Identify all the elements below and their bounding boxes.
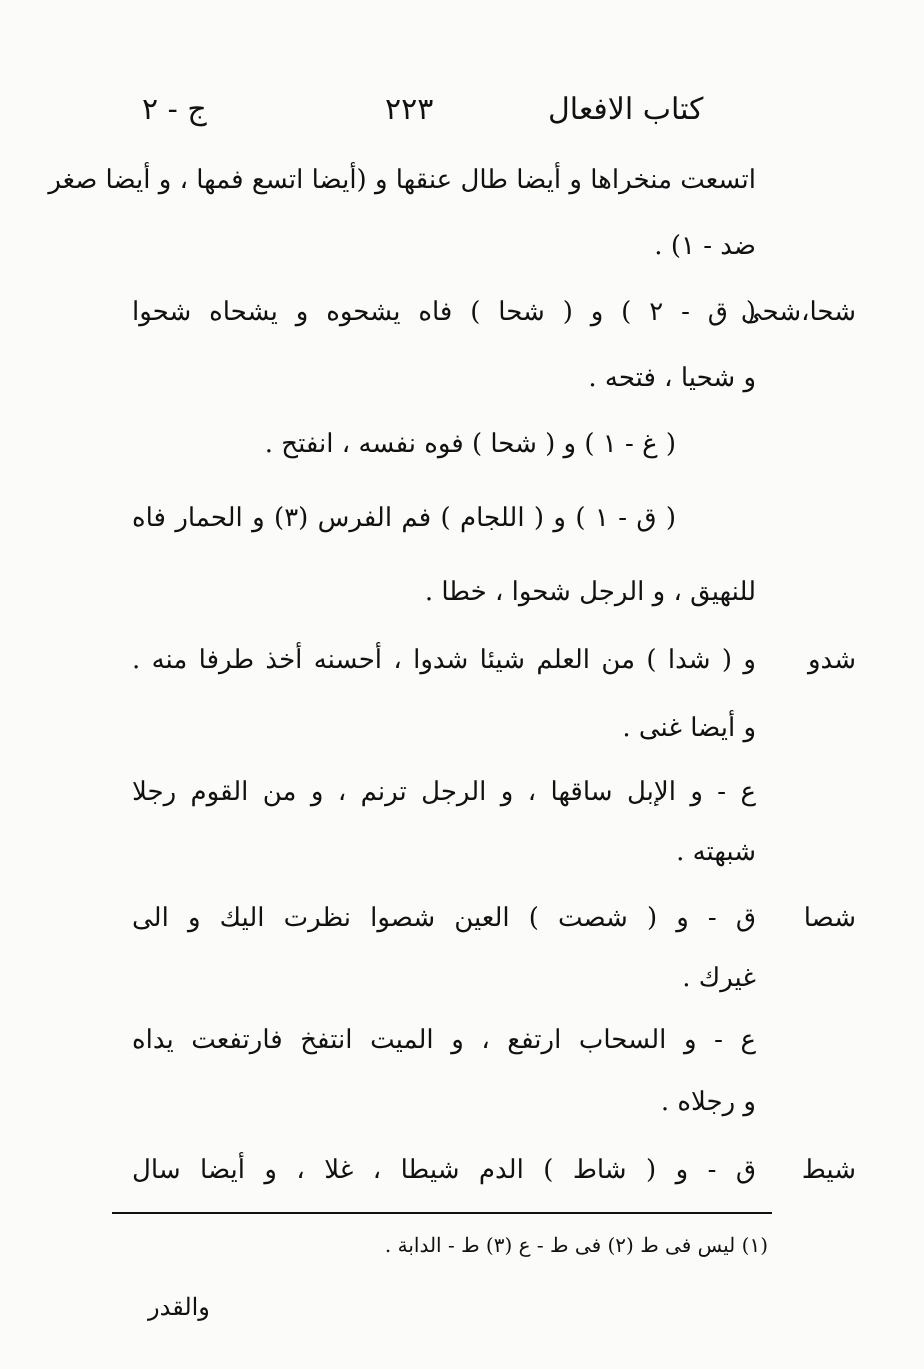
text-line: ( غ - ١ ) و ( شحا ) فوه نفسه ، انفتح . xyxy=(264,429,676,459)
entry-word: شحا،شحى xyxy=(740,297,856,327)
entry-word: شيط xyxy=(801,1155,856,1185)
footnote: (١) ليس فى ط (٢) فى ط - ع (٣) ط - الدابة . xyxy=(384,1233,768,1257)
text-line: ضد - ١) . xyxy=(654,231,756,261)
text-line: و رجلاه . xyxy=(660,1087,756,1117)
page-number: ٢٢٣ xyxy=(385,92,434,127)
text-line: غيرك . xyxy=(682,963,756,993)
entry-word: شصا xyxy=(803,903,856,933)
footnote-divider xyxy=(112,1212,772,1214)
text-line: ق - و ( شصت ) العين شصوا نظرت اليك و الى xyxy=(132,903,756,933)
text-line: و شحيا ، فتحه . xyxy=(588,363,756,393)
text-line: ( ق - ٢ ) و ( شحا ) فاه يشحوه و يشحاه شحوا xyxy=(132,297,756,327)
text-line: و ( شدا ) من العلم شيئا شدوا ، أحسنه أخذ طرفا منه . xyxy=(132,645,756,675)
text-line: ع - و الإبل ساقها ، و الرجل ترنم ، و من القوم رجلا xyxy=(132,777,756,807)
running-title: كتاب الافعال xyxy=(548,92,704,127)
text-line: اتسعت منخراها و أيضا طال عنقها و (أيضا اتسع فمها ، و أيضا صغر xyxy=(48,165,756,195)
text-line: شبهته . xyxy=(676,837,756,867)
text-line: للنهيق ، و الرجل شحوا ، خطا . xyxy=(424,577,756,607)
entry-word: شدو xyxy=(808,645,856,675)
text-line: ع - و السحاب ارتفع ، و الميت انتفخ فارتفعت يداه xyxy=(132,1025,756,1055)
text-line: ( ق - ١ ) و ( اللجام ) فم الفرس (٣) و الحمار فاه xyxy=(132,503,677,533)
text-line: ق - و ( شاط ) الدم شيطا ، غلا ، و أيضا سال xyxy=(132,1155,756,1185)
volume-number: ج - ٢ xyxy=(142,92,207,127)
catchword: والقدر xyxy=(148,1293,210,1321)
text-line: و أيضا غنى . xyxy=(622,713,756,743)
